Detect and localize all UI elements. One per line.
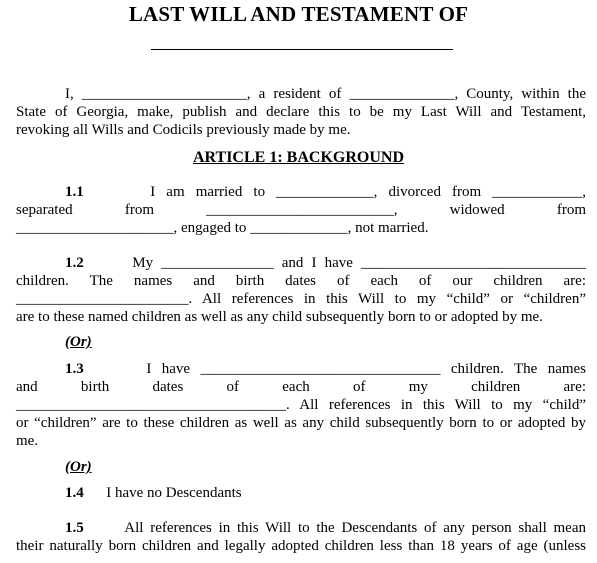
section-1-1-line-3: _____________________, engaged to _____________, not married.	[16, 220, 429, 236]
section-number: 1.2	[65, 255, 84, 271]
document-title: LAST WILL AND TESTAMENT OF	[128, 2, 469, 26]
section-number: 1.4	[65, 485, 84, 501]
section-1-4-line-1: I have no Descendants	[106, 485, 242, 501]
section-1-2-line-2: children. The names and birth dates of each of our children are:	[16, 273, 586, 289]
section-1-2-line-1: My _______________ and I have ______________________________	[132, 255, 586, 271]
section-1-3-line-4: or “children” are to these children as well as any child subsequently born to or adopted by	[16, 415, 586, 431]
section-1-2	[16, 254, 586, 326]
section-number: 1.1	[65, 184, 84, 200]
section-number: 1.5	[65, 520, 84, 536]
testator-name-line[interactable]	[151, 49, 453, 50]
section-1-4	[16, 484, 586, 502]
section-1-5-line-1: All references in this Will to the Descendants of any person shall mean	[124, 520, 586, 536]
section-1-3-line-2: and birth dates of each of my children are:	[16, 379, 586, 395]
article-1-heading: ARTICLE 1: BACKGROUND	[192, 149, 404, 166]
intro-paragraph	[16, 85, 586, 139]
section-1-2-line-3: _______________________. All references in this Will to my “child” or “children”	[16, 291, 586, 307]
section-1-1-line-2: separated from _________________________, widowed from	[16, 202, 586, 218]
section-1-1-line-1: I am married to _____________, divorced from ____________,	[150, 184, 587, 200]
section-1-3	[16, 360, 586, 450]
section-1-5	[16, 519, 586, 555]
or-label-1: (Or)	[65, 334, 92, 350]
section-1-3-line-5: me.	[16, 433, 39, 449]
section-1-3-line-1: I have ________________________________ children. The names	[146, 361, 587, 377]
intro-line-3: revoking all Wills and Codicils previously made by me.	[16, 122, 351, 138]
section-1-5-line-2: their naturally born children and legally adopted children less than 18 years of age (unless	[16, 538, 586, 554]
section-1-1	[16, 183, 586, 237]
section-number: 1.3	[65, 361, 84, 377]
or-label-2: (Or)	[65, 459, 92, 475]
intro-line-1: I, ______________________, a resident of ______________, County, within the	[65, 86, 586, 102]
section-1-3-line-3: ____________________________________. All references in this Will to my “child”	[16, 397, 586, 413]
intro-line-2: State of Georgia, make, publish and declare this to be my Last Will and Testament,	[16, 104, 586, 120]
section-1-2-line-4: are to these named children as well as any child subsequently born to or adopted by me.	[16, 309, 543, 325]
